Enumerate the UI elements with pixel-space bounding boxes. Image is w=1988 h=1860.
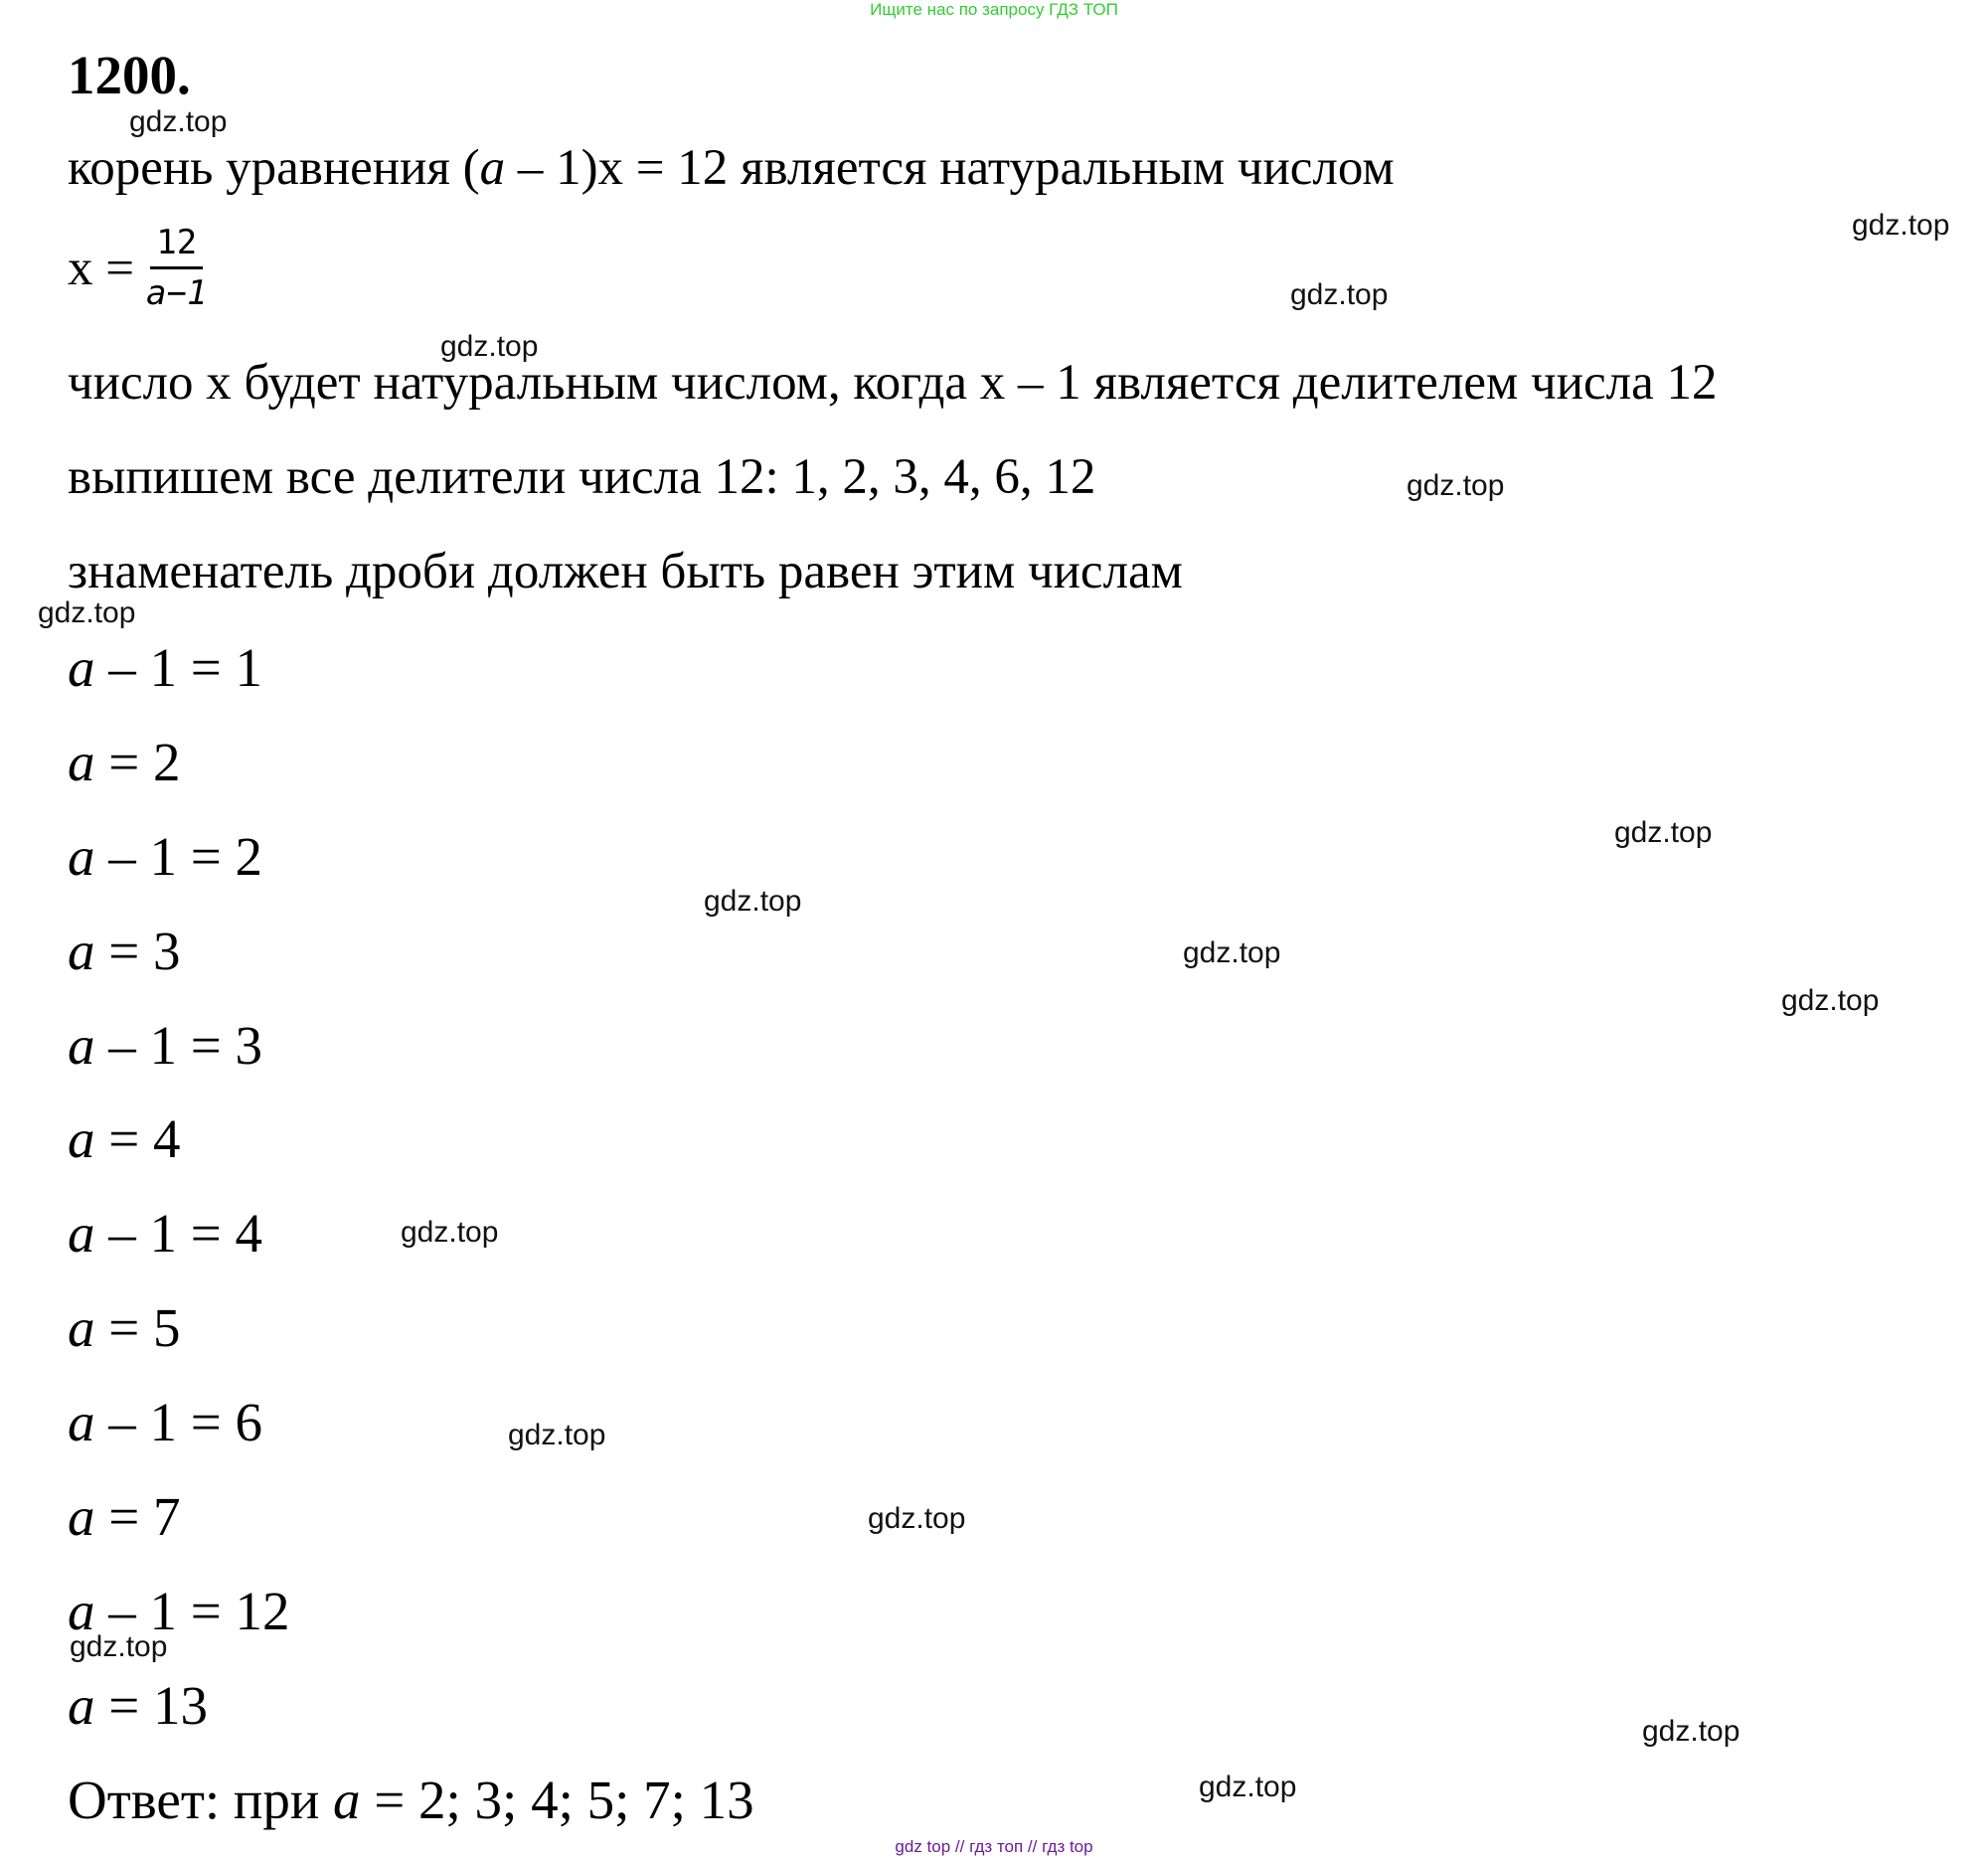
watermark: gdz.top: [704, 885, 802, 918]
equation-5: a – 1 = 3: [68, 1015, 263, 1076]
equation-3: a – 1 = 2: [68, 826, 263, 887]
equation-9: a – 1 = 6: [68, 1392, 263, 1452]
watermark: gdz.top: [129, 105, 228, 138]
fraction-denominator: a−1: [146, 273, 208, 313]
fraction-numerator: 12: [150, 223, 203, 269]
watermark: gdz.top: [1407, 469, 1505, 502]
equation-12: a = 13: [68, 1675, 209, 1736]
watermark: gdz.top: [70, 1630, 168, 1663]
watermark: gdz.top: [38, 596, 136, 629]
text-line-2: выпишем все делители числа 12: 1, 2, 3, 4, 6, 12: [68, 449, 1096, 505]
watermark: gdz.top: [440, 330, 539, 363]
fraction-lhs: x =: [68, 240, 135, 296]
equation-7: a – 1 = 4: [68, 1203, 263, 1264]
watermark: gdz.top: [1852, 209, 1950, 242]
watermark: gdz.top: [1199, 1771, 1297, 1803]
equation-10: a = 7: [68, 1486, 181, 1547]
watermark: gdz.top: [1614, 816, 1713, 849]
equation-2: a = 2: [68, 732, 181, 792]
equation-11: a – 1 = 12: [68, 1581, 290, 1641]
top-banner: Ищите нас по запросу ГДЗ ТОП: [870, 0, 1118, 19]
equation-6: a = 4: [68, 1108, 181, 1169]
watermark: gdz.top: [868, 1502, 966, 1535]
equation-1: a – 1 = 1: [68, 637, 263, 698]
watermark: gdz.top: [1290, 278, 1389, 311]
text-line-3: знаменатель дроби должен быть равен этим числам: [68, 544, 1183, 599]
intro-line: корень уравнения (a – 1)x = 12 является натуральным числом: [68, 140, 1395, 196]
watermark: gdz.top: [1781, 984, 1880, 1017]
problem-number: 1200.: [68, 45, 191, 105]
equation-4: a = 3: [68, 921, 181, 981]
answer-line: Ответ: при a = 2; 3; 4; 5; 7; 13: [68, 1770, 754, 1830]
fraction-equation: [68, 223, 207, 313]
footer-text: gdz top // гдз топ // гдз top: [895, 1837, 1093, 1856]
equation-8: a = 5: [68, 1297, 181, 1358]
watermark: gdz.top: [1183, 936, 1281, 969]
watermark: gdz.top: [401, 1216, 499, 1249]
watermark: gdz.top: [508, 1419, 606, 1451]
fraction: [146, 223, 207, 313]
text-line-1: число x будет натуральным числом, когда x – 1 является делителем числа 12: [68, 355, 1718, 411]
watermark: gdz.top: [1642, 1715, 1740, 1748]
